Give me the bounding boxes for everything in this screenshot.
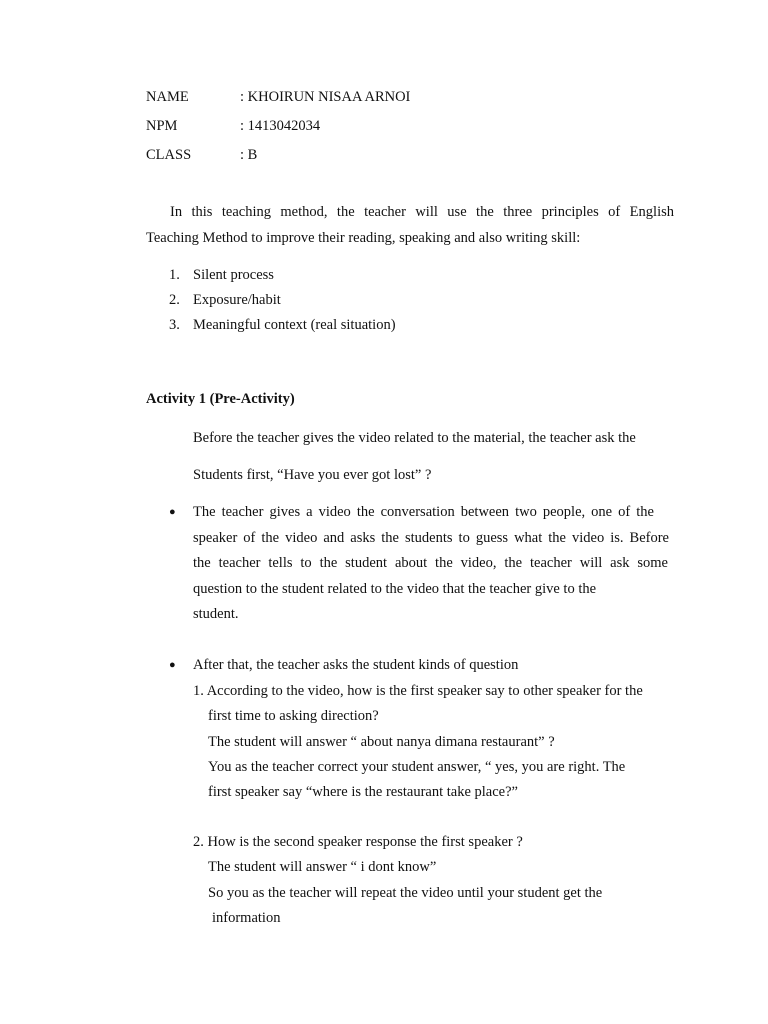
npm-value: : 1413042034	[240, 118, 321, 134]
q1-line-3: The student will answer “ about nanya dimana restaurant” ?	[208, 734, 555, 750]
bullet-dot-2: ●	[169, 659, 176, 671]
activity-para-line-2: Students first, “Have you ever got lost” ?	[193, 467, 432, 483]
bullet1-line-2: speaker of the video and asks the students to guess what the video is. Before	[193, 530, 669, 546]
activity-heading: Activity 1 (Pre-Activity)	[146, 391, 295, 407]
bullet-dot-1: ●	[169, 506, 176, 518]
class-label: CLASS	[146, 147, 192, 163]
principle-item-2: Exposure/habit	[193, 292, 281, 308]
principle-num-2: 2.	[169, 292, 180, 308]
class-value: : B	[240, 147, 258, 163]
q1-line-2: first time to asking direction?	[208, 708, 379, 724]
q2-line-1: 2. How is the second speaker response the first speaker ?	[193, 834, 523, 850]
bullet1-line-5: student.	[193, 606, 239, 622]
principle-num-1: 1.	[169, 267, 180, 283]
intro-line-2: Teaching Method to improve their reading, speaking and also writing skill:	[146, 230, 581, 246]
intro-line-1: In this teaching method, the teacher will use the three principles of English	[170, 204, 674, 220]
q1-line-5: first speaker say “where is the restaurant take place?”	[208, 784, 518, 800]
q2-line-2: The student will answer “ i dont know”	[208, 859, 437, 875]
name-value: : KHOIRUN NISAA ARNOI	[240, 89, 411, 105]
principle-item-1: Silent process	[193, 267, 274, 283]
q2-line-3: So you as the teacher will repeat the video until your student get the	[208, 885, 603, 901]
bullet2-text: After that, the teacher asks the student kinds of question	[193, 657, 519, 673]
bullet1-line-1: The teacher gives a video the conversation between two people, one of the	[193, 504, 654, 520]
bullet1-line-3: the teacher tells to the student about the video, the teacher will ask some	[193, 555, 668, 571]
npm-label: NPM	[146, 118, 178, 134]
principle-item-3: Meaningful context (real situation)	[193, 317, 396, 333]
q1-line-4: You as the teacher correct your student answer, “ yes, you are right. The	[208, 759, 626, 775]
name-label: NAME	[146, 89, 189, 105]
q1-line-1: 1. According to the video, how is the first speaker say to other speaker for the	[193, 683, 643, 699]
principle-num-3: 3.	[169, 317, 180, 333]
q2-line-4: information	[212, 910, 281, 926]
bullet1-line-4: question to the student related to the video that the teacher give to the	[193, 581, 597, 597]
activity-para-line-1: Before the teacher gives the video related to the material, the teacher ask the	[193, 430, 636, 446]
